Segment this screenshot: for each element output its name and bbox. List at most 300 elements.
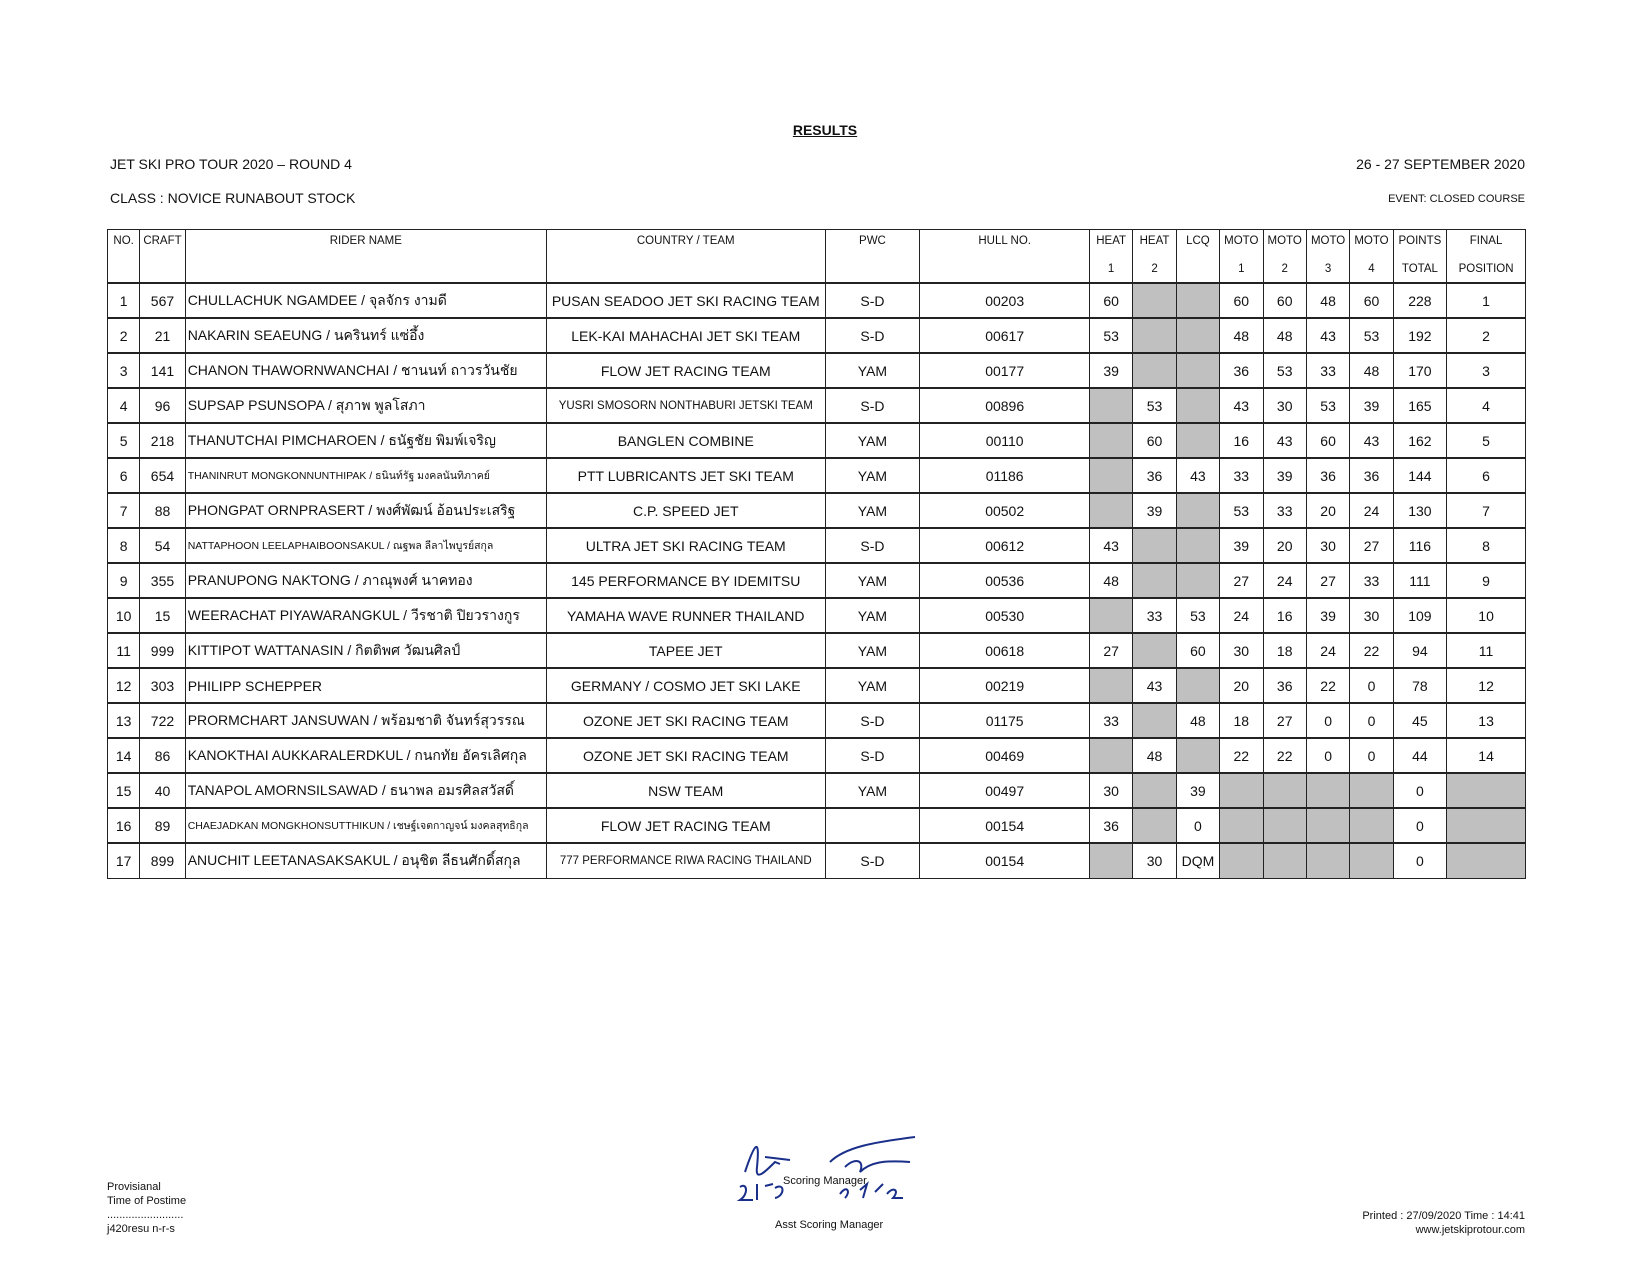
row-number: 14: [108, 738, 140, 773]
final-position: 7: [1447, 493, 1526, 528]
final-position: 6: [1447, 458, 1526, 493]
rider-name: KANOKTHAI AUKKARALERDKUL / กนกทัย อัครเลิศกุล: [185, 738, 546, 773]
table-row: [108, 283, 1526, 318]
pwc-make: S-D: [825, 528, 920, 563]
final-position: 10: [1447, 598, 1526, 633]
points-total: 109: [1393, 598, 1446, 633]
column-header: [108, 230, 140, 284]
pwc-make: YAM: [825, 633, 920, 668]
column-header-label: MOTO: [1310, 235, 1346, 247]
row-number: 1: [108, 283, 140, 318]
column-header: [1306, 230, 1349, 284]
table-row: [108, 388, 1526, 423]
pwc-make: S-D: [825, 843, 920, 878]
pwc-make: S-D: [825, 703, 920, 738]
hull-number: 00502: [920, 493, 1090, 528]
moto1-score: 16: [1220, 423, 1263, 458]
printed-timestamp: Printed : 27/09/2020 Time : 14:41: [1362, 1210, 1525, 1222]
points-total: 116: [1393, 528, 1446, 563]
column-header: [825, 230, 920, 284]
rider-name: TANAPOL AMORNSILSAWAD / ธนาพล อมรศิลสวัสดิ์: [185, 773, 546, 808]
footer-print-info: [1362, 1209, 1525, 1237]
team-name: FLOW JET RACING TEAM: [546, 808, 825, 843]
column-header-label: HULL NO.: [978, 235, 1031, 247]
lcq-score: [1176, 528, 1219, 563]
column-header-sublabel: 2: [1151, 263, 1158, 275]
moto1-score: 43: [1220, 388, 1263, 423]
rider-name: NAKARIN SEAEUNG / นครินทร์ แซ่อึ้ง: [185, 318, 546, 353]
lcq-score: [1176, 423, 1219, 458]
class-label: CLASS : NOVICE RUNABOUT STOCK: [110, 190, 356, 206]
moto3-score: 20: [1306, 493, 1349, 528]
event-type: EVENT: CLOSED COURSE: [1388, 193, 1525, 205]
final-position: 8: [1447, 528, 1526, 563]
row-number: 5: [108, 423, 140, 458]
moto2-score: 27: [1263, 703, 1306, 738]
moto4-score: [1350, 773, 1393, 808]
moto4-score: 27: [1350, 528, 1393, 563]
moto2-score: 22: [1263, 738, 1306, 773]
moto3-score: 24: [1306, 633, 1349, 668]
moto1-score: [1220, 808, 1263, 843]
points-total: 165: [1393, 388, 1446, 423]
final-position: 4: [1447, 388, 1526, 423]
moto2-score: [1263, 843, 1306, 878]
table-row: [108, 808, 1526, 843]
team-name: LEK-KAI MAHACHAI JET SKI TEAM: [546, 318, 825, 353]
hull-number: 00110: [920, 423, 1090, 458]
final-position: [1447, 773, 1526, 808]
moto4-score: 60: [1350, 283, 1393, 318]
moto3-score: [1306, 773, 1349, 808]
lcq-score: [1176, 388, 1219, 423]
row-number: 9: [108, 563, 140, 598]
final-position: 9: [1447, 563, 1526, 598]
team-name: NSW TEAM: [546, 773, 825, 808]
moto1-score: 27: [1220, 563, 1263, 598]
moto2-score: 39: [1263, 458, 1306, 493]
team-name: 145 PERFORMANCE BY IDEMITSU: [546, 563, 825, 598]
event-date: 26 - 27 SEPTEMBER 2020: [1356, 156, 1525, 172]
heat2-score: 60: [1133, 423, 1176, 458]
column-header: [1350, 230, 1393, 284]
heat2-score: [1133, 528, 1176, 563]
table-row: [108, 598, 1526, 633]
rider-name: PHILIPP SCHEPPER: [185, 668, 546, 703]
column-header: [1133, 230, 1176, 284]
column-header-sublabel: 2: [1281, 263, 1288, 275]
points-total: 228: [1393, 283, 1446, 318]
heat2-score: 30: [1133, 843, 1176, 878]
heat1-score: [1089, 493, 1132, 528]
moto2-score: 24: [1263, 563, 1306, 598]
moto2-score: 36: [1263, 668, 1306, 703]
craft-number: 999: [140, 633, 185, 668]
points-total: 44: [1393, 738, 1446, 773]
moto1-score: 33: [1220, 458, 1263, 493]
hull-number: 00530: [920, 598, 1090, 633]
column-header-sublabel: 3: [1324, 263, 1332, 275]
moto2-score: 33: [1263, 493, 1306, 528]
craft-number: 40: [140, 773, 185, 808]
column-header-label: HEAT: [1096, 235, 1127, 247]
column-header: [920, 230, 1090, 284]
points-total: 111: [1393, 563, 1446, 598]
moto4-score: 0: [1350, 738, 1393, 773]
lcq-score: [1176, 318, 1219, 353]
lcq-score: [1176, 738, 1219, 773]
moto3-score: 53: [1306, 388, 1349, 423]
team-name: BANGLEN COMBINE: [546, 423, 825, 458]
team-name: FLOW JET RACING TEAM: [546, 353, 825, 388]
points-total: 130: [1393, 493, 1446, 528]
column-header-sublabel: 4: [1368, 263, 1375, 275]
heat1-score: [1089, 598, 1132, 633]
scoring-manager-label: Scoring Manager: [783, 1175, 867, 1187]
craft-number: 722: [140, 703, 185, 738]
points-total: 162: [1393, 423, 1446, 458]
hull-number: 00469: [920, 738, 1090, 773]
column-header-label: HEAT: [1139, 235, 1170, 247]
table-row: [108, 493, 1526, 528]
pwc-make: YAM: [825, 773, 920, 808]
craft-number: 89: [140, 808, 185, 843]
heat2-score: 43: [1133, 668, 1176, 703]
moto4-score: 36: [1350, 458, 1393, 493]
points-total: 45: [1393, 703, 1446, 738]
moto3-score: 60: [1306, 423, 1349, 458]
column-header: [1220, 230, 1263, 284]
hull-number: 00618: [920, 633, 1090, 668]
rider-name: CHAEJADKAN MONGKHONSUTTHIKUN / เชษฐ์เจตกาญจน์ มงคลสุทธิกุล: [185, 808, 546, 843]
row-number: 10: [108, 598, 140, 633]
moto2-score: 20: [1263, 528, 1306, 563]
heat2-score: [1133, 773, 1176, 808]
moto1-score: 22: [1220, 738, 1263, 773]
table-row: [108, 318, 1526, 353]
column-header-label: COUNTRY / TEAM: [636, 235, 735, 247]
table-row: [108, 633, 1526, 668]
asst-scoring-manager-label: Asst Scoring Manager: [775, 1219, 884, 1231]
lcq-score: [1176, 668, 1219, 703]
craft-number: 218: [140, 423, 185, 458]
final-position: 14: [1447, 738, 1526, 773]
footer-status: [107, 1180, 186, 1236]
column-header-label: POINTS: [1398, 235, 1442, 247]
final-position: 13: [1447, 703, 1526, 738]
final-position: 2: [1447, 318, 1526, 353]
craft-number: 86: [140, 738, 185, 773]
hull-number: 00612: [920, 528, 1090, 563]
lcq-score: 0: [1176, 808, 1219, 843]
hull-number: 00497: [920, 773, 1090, 808]
points-total: 192: [1393, 318, 1446, 353]
dots-line: .........................: [107, 1209, 184, 1221]
moto1-score: 36: [1220, 353, 1263, 388]
heat2-score: 33: [1133, 598, 1176, 633]
heat1-score: 30: [1089, 773, 1132, 808]
heat2-score: [1133, 563, 1176, 598]
hull-number: 00896: [920, 388, 1090, 423]
heat2-score: [1133, 283, 1176, 318]
pwc-make: S-D: [825, 738, 920, 773]
pwc-make: YAM: [825, 493, 920, 528]
lcq-score: 53: [1176, 598, 1219, 633]
table-row: [108, 773, 1526, 808]
final-position: 5: [1447, 423, 1526, 458]
craft-number: 96: [140, 388, 185, 423]
heat2-score: [1133, 633, 1176, 668]
heat1-score: [1089, 458, 1132, 493]
row-number: 17: [108, 843, 140, 878]
table-row: [108, 528, 1526, 563]
lcq-score: [1176, 563, 1219, 598]
column-header-label: CRAFT: [143, 235, 182, 247]
hull-number: 00203: [920, 283, 1090, 318]
column-header: [1263, 230, 1306, 284]
results-title: RESULTS: [792, 122, 858, 138]
event-name: JET SKI PRO TOUR 2020 – ROUND 4: [110, 156, 352, 172]
pwc-make: S-D: [825, 318, 920, 353]
lcq-score: 48: [1176, 703, 1219, 738]
column-header-label: MOTO: [1267, 235, 1302, 247]
row-number: 6: [108, 458, 140, 493]
moto1-score: 20: [1220, 668, 1263, 703]
moto3-score: 33: [1306, 353, 1349, 388]
lcq-score: 43: [1176, 458, 1219, 493]
column-header: [185, 230, 546, 284]
table-row: [108, 668, 1526, 703]
pwc-make: YAM: [825, 563, 920, 598]
heat1-score: 27: [1089, 633, 1132, 668]
rider-name: THANUTCHAI PIMCHAROEN / ธนัฐชัย พิมพ์เจริญ: [185, 423, 546, 458]
craft-number: 54: [140, 528, 185, 563]
column-header-sublabel: TOTAL: [1401, 263, 1438, 275]
column-header-sublabel: 1: [1107, 263, 1115, 275]
team-name: OZONE JET SKI RACING TEAM: [546, 738, 825, 773]
pwc-make: S-D: [825, 388, 920, 423]
final-position: 11: [1447, 633, 1526, 668]
moto3-score: 48: [1306, 283, 1349, 318]
final-position: 1: [1447, 283, 1526, 318]
pwc-make: YAM: [825, 598, 920, 633]
points-total: 0: [1393, 843, 1446, 878]
moto4-score: 22: [1350, 633, 1393, 668]
moto2-score: 48: [1263, 318, 1306, 353]
moto3-score: 0: [1306, 738, 1349, 773]
pwc-make: S-D: [825, 283, 920, 318]
points-total: 144: [1393, 458, 1446, 493]
column-header-label: MOTO: [1354, 235, 1389, 247]
heat1-score: 43: [1089, 528, 1132, 563]
heat1-score: [1089, 423, 1132, 458]
moto2-score: 18: [1263, 633, 1306, 668]
moto3-score: 27: [1306, 563, 1349, 598]
row-number: 8: [108, 528, 140, 563]
hull-number: 00177: [920, 353, 1090, 388]
heat2-score: 53: [1133, 388, 1176, 423]
pwc-make: [825, 808, 920, 843]
hull-number: 00154: [920, 843, 1090, 878]
hull-number: 00536: [920, 563, 1090, 598]
row-number: 12: [108, 668, 140, 703]
moto3-score: 30: [1306, 528, 1349, 563]
moto4-score: 48: [1350, 353, 1393, 388]
craft-number: 88: [140, 493, 185, 528]
column-header-label: MOTO: [1224, 235, 1259, 247]
final-position: [1447, 843, 1526, 878]
craft-number: 654: [140, 458, 185, 493]
row-number: 4: [108, 388, 140, 423]
lcq-score: 39: [1176, 773, 1219, 808]
moto4-score: 43: [1350, 423, 1393, 458]
row-number: 2: [108, 318, 140, 353]
rider-name: THANINRUT MONGKONNUNTHIPAK / ธนินท์รัฐ มงคลนันทิภาคย์: [185, 458, 546, 493]
team-name: PTT LUBRICANTS JET SKI TEAM: [546, 458, 825, 493]
heat2-score: [1133, 703, 1176, 738]
row-number: 7: [108, 493, 140, 528]
points-total: 0: [1393, 773, 1446, 808]
table-row: [108, 843, 1526, 878]
column-header-sublabel: POSITION: [1458, 263, 1514, 275]
craft-number: 141: [140, 353, 185, 388]
column-header-sublabel: 1: [1238, 263, 1245, 275]
heat1-score: [1089, 668, 1132, 703]
heat2-score: [1133, 808, 1176, 843]
column-header: [546, 230, 825, 284]
document-code: j420resu n-r-s: [107, 1223, 175, 1235]
team-name: YAMAHA WAVE RUNNER THAILAND: [546, 598, 825, 633]
rider-name: PHONGPAT ORNPRASERT / พงศ์พัฒน์ อ้อนประเสริฐ: [185, 493, 546, 528]
moto3-score: 36: [1306, 458, 1349, 493]
moto3-score: [1306, 808, 1349, 843]
points-total: 0: [1393, 808, 1446, 843]
row-number: 3: [108, 353, 140, 388]
column-header: [1447, 230, 1526, 284]
rider-name: NATTAPHOON LEELAPHAIBOONSAKUL / ณฐพล ลีลาไพบูรย์สกุล: [185, 528, 546, 563]
rider-name: CHULLACHUK NGAMDEE / จุลจักร งามดี: [185, 283, 546, 318]
heat1-score: 60: [1089, 283, 1132, 318]
table-header-row: [108, 230, 1526, 284]
team-name: GERMANY / COSMO JET SKI LAKE: [546, 668, 825, 703]
table-row: [108, 738, 1526, 773]
moto1-score: 24: [1220, 598, 1263, 633]
results-table: [107, 229, 1526, 879]
column-header-label: LCQ: [1186, 235, 1210, 247]
hull-number: 00617: [920, 318, 1090, 353]
moto3-score: 43: [1306, 318, 1349, 353]
moto2-score: 60: [1263, 283, 1306, 318]
heat1-score: [1089, 738, 1132, 773]
team-name: OZONE JET SKI RACING TEAM: [546, 703, 825, 738]
pwc-make: YAM: [825, 423, 920, 458]
pwc-make: YAM: [825, 353, 920, 388]
heat2-score: 36: [1133, 458, 1176, 493]
heat2-score: 39: [1133, 493, 1176, 528]
team-name: ULTRA JET SKI RACING TEAM: [546, 528, 825, 563]
craft-number: 15: [140, 598, 185, 633]
craft-number: 899: [140, 843, 185, 878]
table-row: [108, 423, 1526, 458]
row-number: 16: [108, 808, 140, 843]
moto3-score: [1306, 843, 1349, 878]
moto4-score: 30: [1350, 598, 1393, 633]
moto1-score: 53: [1220, 493, 1263, 528]
moto2-score: 43: [1263, 423, 1306, 458]
lcq-score: [1176, 493, 1219, 528]
moto3-score: 39: [1306, 598, 1349, 633]
moto4-score: 0: [1350, 668, 1393, 703]
heat1-score: 39: [1089, 353, 1132, 388]
rider-name: KITTIPOT WATTANASIN / กิตติพศ วัฒนศิลป์: [185, 633, 546, 668]
time-of-posting-label: Time of Postime: [107, 1195, 187, 1207]
moto1-score: 39: [1220, 528, 1263, 563]
team-name: 777 PERFORMANCE RIWA RACING THAILAND: [546, 843, 825, 878]
hull-number: 00219: [920, 668, 1090, 703]
craft-number: 567: [140, 283, 185, 318]
row-number: 11: [108, 633, 140, 668]
heat1-score: 53: [1089, 318, 1132, 353]
column-header-label: RIDER NAME: [329, 235, 402, 247]
table-body: [108, 283, 1526, 878]
moto3-score: 0: [1306, 703, 1349, 738]
craft-number: 21: [140, 318, 185, 353]
website-link: www.jetskiprotour.com: [1415, 1224, 1525, 1236]
table-row: [108, 563, 1526, 598]
moto2-score: 16: [1263, 598, 1306, 633]
rider-name: PRORMCHART JANSUWAN / พร้อมชาติ จันทร์สุวรรณ: [185, 703, 546, 738]
final-position: [1447, 808, 1526, 843]
moto1-score: [1220, 773, 1263, 808]
lcq-score: 60: [1176, 633, 1219, 668]
moto4-score: 24: [1350, 493, 1393, 528]
column-header: [1393, 230, 1446, 284]
heat1-score: 48: [1089, 563, 1132, 598]
column-header: [1176, 230, 1219, 284]
team-name: PUSAN SEADOO JET SKI RACING TEAM: [546, 283, 825, 318]
pwc-make: YAM: [825, 668, 920, 703]
heat1-score: [1089, 843, 1132, 878]
pwc-make: YAM: [825, 458, 920, 493]
lcq-score: [1176, 353, 1219, 388]
moto1-score: [1220, 843, 1263, 878]
moto1-score: 18: [1220, 703, 1263, 738]
moto2-score: [1263, 808, 1306, 843]
rider-name: SUPSAP PSUNSOPA / สุภาพ พูลโสภา: [185, 388, 546, 423]
moto4-score: 0: [1350, 703, 1393, 738]
heat1-score: 33: [1089, 703, 1132, 738]
provisional-label: Provisianal: [107, 1181, 161, 1193]
points-total: 94: [1393, 633, 1446, 668]
column-header-label: FINAL: [1469, 235, 1503, 247]
column-header: [140, 230, 185, 284]
points-total: 78: [1393, 668, 1446, 703]
team-name: TAPEE JET: [546, 633, 825, 668]
moto2-score: 30: [1263, 388, 1306, 423]
moto4-score: 53: [1350, 318, 1393, 353]
moto1-score: 60: [1220, 283, 1263, 318]
moto1-score: 48: [1220, 318, 1263, 353]
row-number: 13: [108, 703, 140, 738]
craft-number: 303: [140, 668, 185, 703]
rider-name: PRANUPONG NAKTONG / ภาณุพงศ์ นาคทอง: [185, 563, 546, 598]
rider-name: WEERACHAT PIYAWARANGKUL / วีรชาติ ปิยวรางกูร: [185, 598, 546, 633]
heat2-score: 48: [1133, 738, 1176, 773]
lcq-score: [1176, 283, 1219, 318]
moto4-score: [1350, 808, 1393, 843]
moto4-score: [1350, 843, 1393, 878]
column-header-label: PWC: [859, 235, 886, 247]
